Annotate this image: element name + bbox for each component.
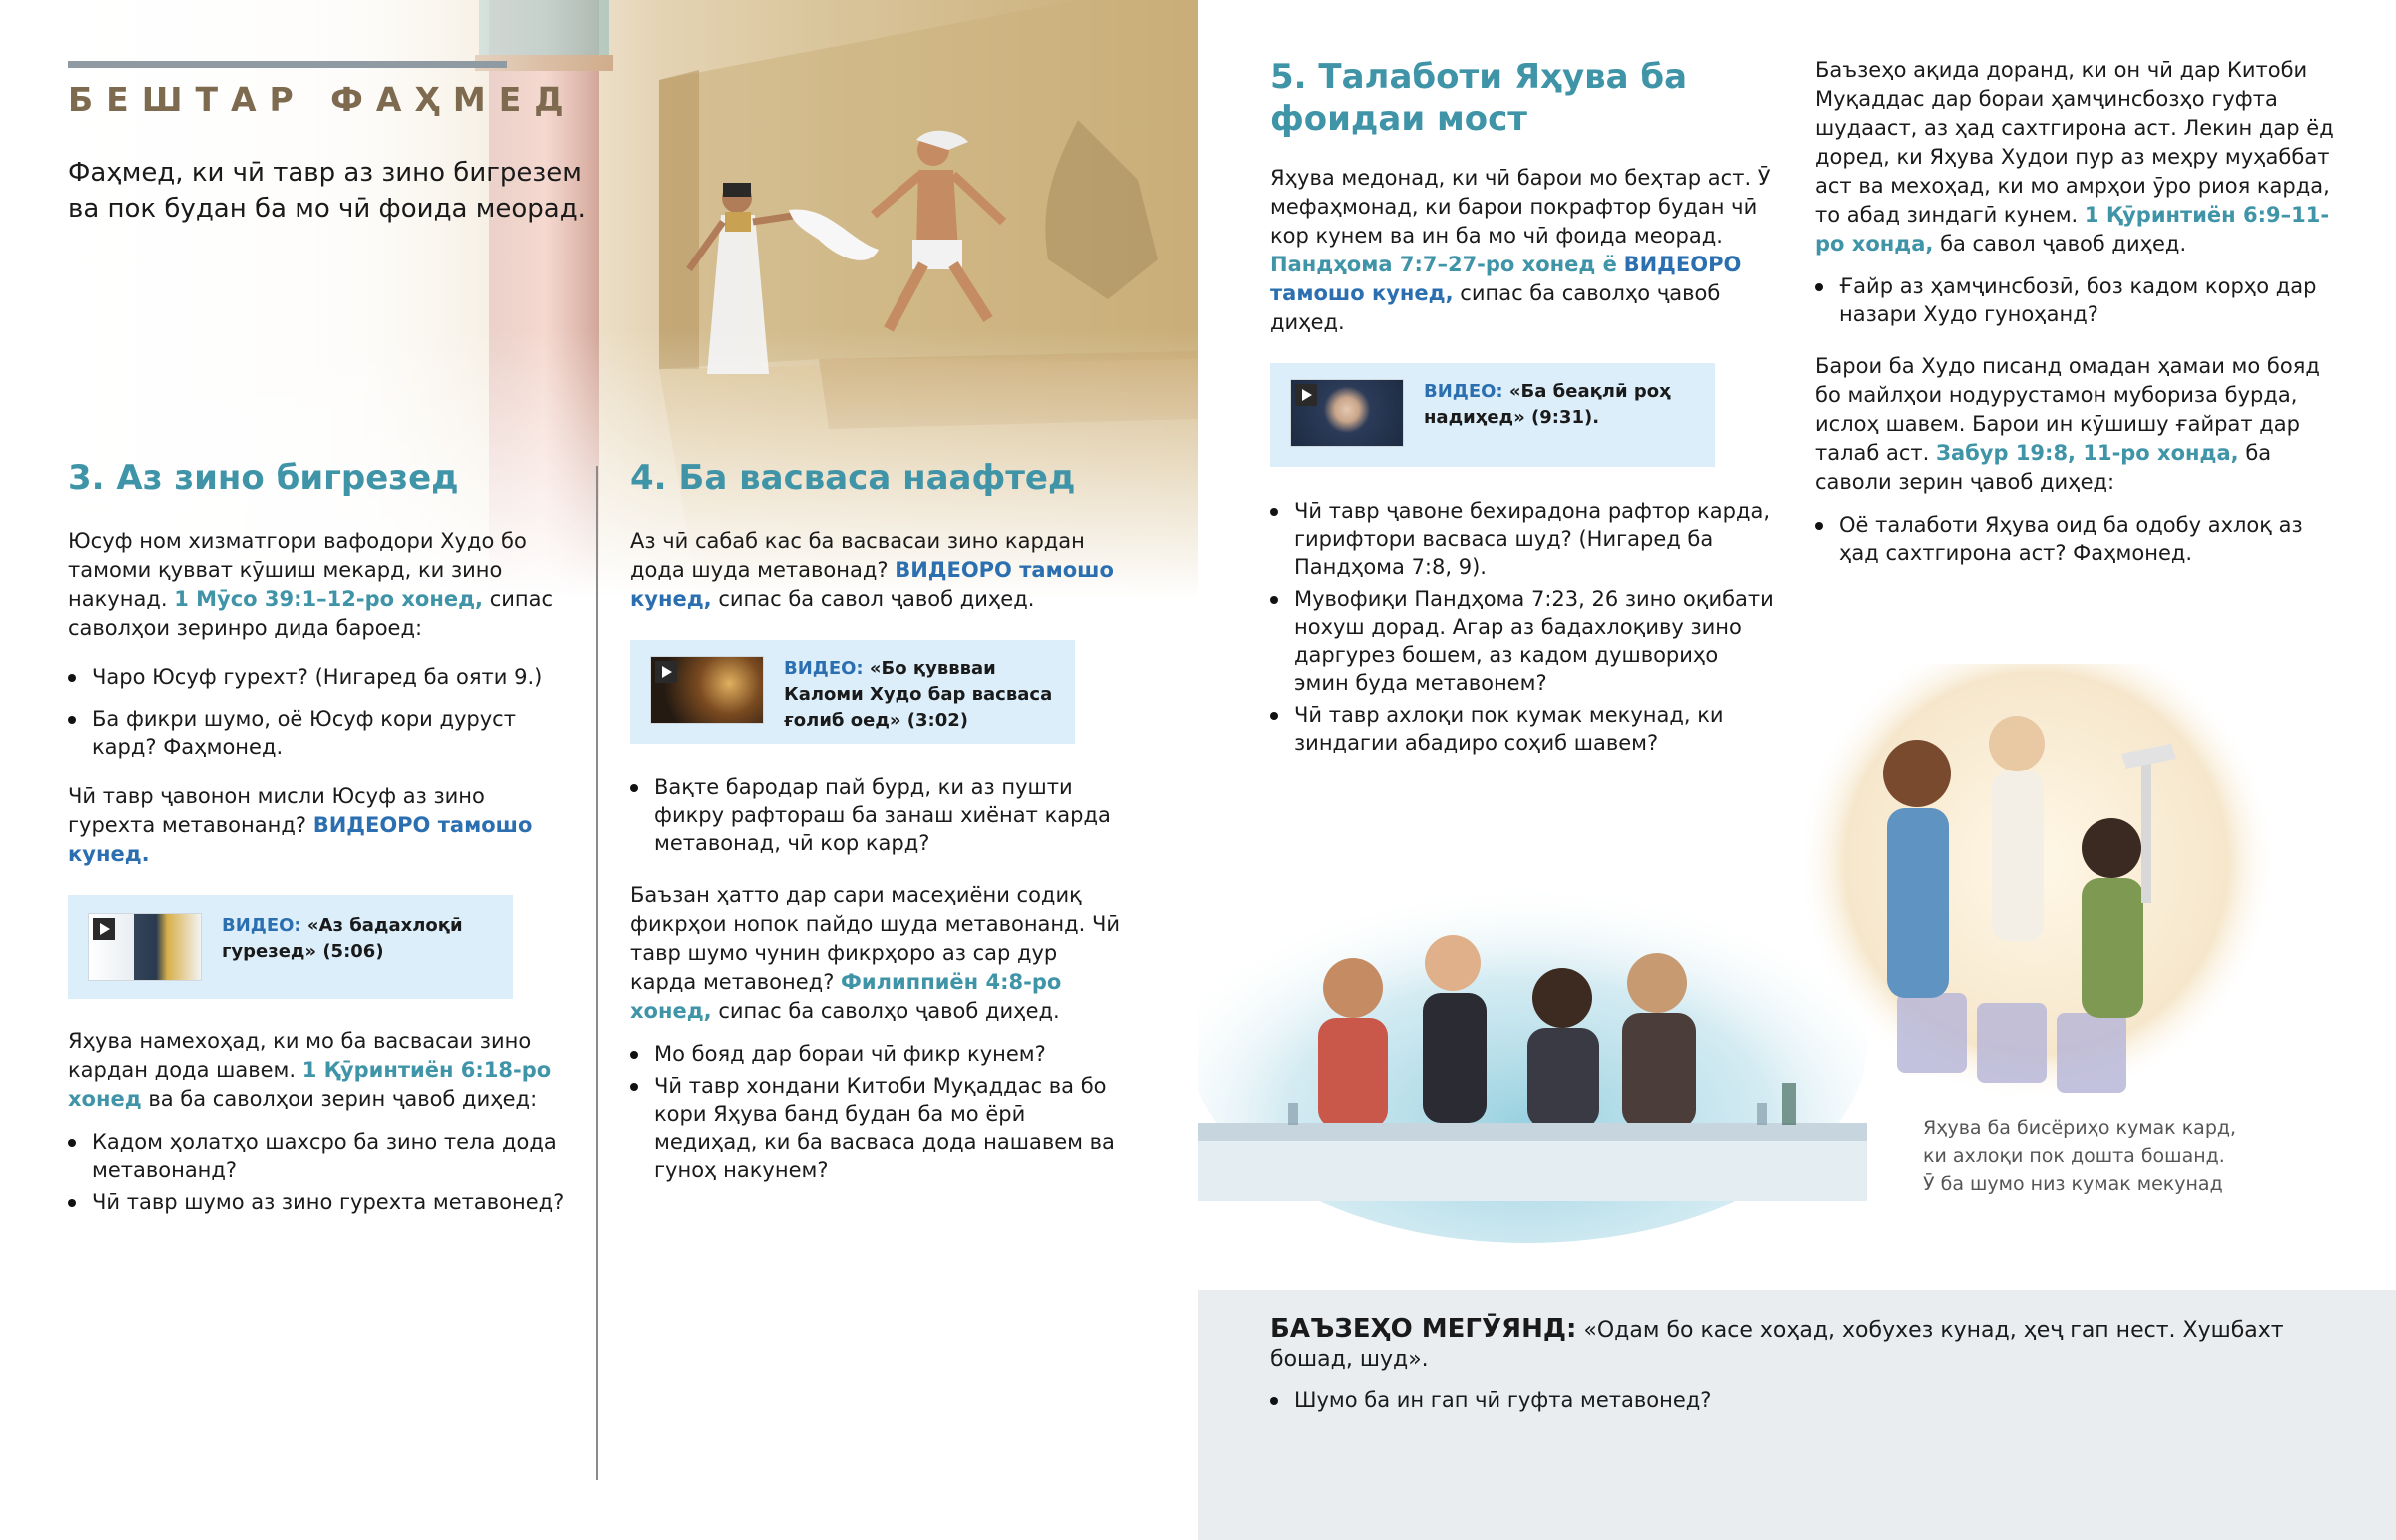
question-item: Чӣ тавр шумо аз зино гурехта метавонед?	[68, 1188, 577, 1216]
scripture-link-proverbs[interactable]: Пандҳома 7:7–27-ро хонед ё	[1270, 253, 1617, 276]
section-4	[630, 457, 1127, 1188]
video-text	[222, 913, 493, 965]
section-3-para-3-tail: ва ба саволҳои зерин ҷавоб диҳед:	[148, 1087, 538, 1111]
video-title: «Аз бадахлоқӣ гурезед» (5:06)	[222, 915, 463, 962]
watch-video-link[interactable]: ВИДЕОРО тамошо кунед,	[1270, 253, 1742, 305]
footer-label: БАЪЗЕҲО МЕГӮЯНД:	[1270, 1314, 1577, 1344]
section-5-para-2-tail: ба савол ҷавоб диҳед.	[1940, 232, 2187, 256]
section-4-questions-1	[630, 773, 1127, 857]
section-5-para-3-text: Барои ба Худо писанд омадан ҳамаи мо бояд бо майлҳои нодурустамон мубориза бурда, ислоҳ шавем. Барои ин кӯшишу ғайрат дар талаб аст.	[1815, 354, 2320, 465]
question-item: Чӣ тавр ҷавоне бехирадона рафтор карда, гирифтори васваса шуд? (Нигаред ба Пандҳома 7:8, 9).	[1270, 497, 1779, 581]
video-text	[784, 656, 1055, 734]
question-item: Ғайр аз ҳамҷинсбозӣ, боз кадом корҳо дар назари Худо гуноҳанд?	[1815, 272, 2334, 328]
question-item: Шумо ба ин гап чӣ гуфта метавонед?	[1270, 1386, 2368, 1414]
footer-quote: «Одам бо касе хоҳад, хобухез кунад, ҳеҷ гап нест. Хушбахт бошад, шуд».	[1270, 1318, 2284, 1372]
section-5-title: 5. Талаботи Яҳува ба фоидаи мост	[1270, 57, 1688, 139]
section-5-continued	[1815, 56, 2334, 581]
header-label: БЕШТАР ФАҲМЕД	[68, 80, 577, 119]
video-title: «Бо қуввваи Каломи Худо бар васваса ғолиб оед» (3:02)	[784, 658, 1053, 731]
section-3-title: 3. Аз зино бигрезед	[68, 458, 459, 498]
section-5-para-2	[1815, 56, 2334, 258]
section-5-para-1	[1270, 164, 1779, 337]
question-item: Кадом ҳолатҳо шахсро ба зино тела дода метавонанд?	[68, 1128, 577, 1184]
video-card[interactable]	[68, 895, 513, 999]
header-rule	[68, 61, 507, 68]
question-item: Оё талаботи Яҳува оид ба одобу ахлоқ аз ҳад сахтгирона аст? Фаҳмонед.	[1815, 511, 2334, 567]
play-icon[interactable]	[1295, 384, 1317, 406]
question-item: Чӣ тавр ахлоқи пок кумак мекунад, ки зиндагии абадиро соҳиб шавем?	[1270, 701, 1779, 757]
video-thumbnail[interactable]	[88, 913, 202, 981]
video-text	[1424, 379, 1695, 431]
scripture-link-genesis[interactable]: 1 Мӯсо 39:1–12-ро хонед,	[174, 587, 484, 611]
video-card[interactable]	[1270, 363, 1715, 467]
section-4-questions-2	[630, 1040, 1127, 1184]
video-title: «Ба беақлӣ роҳ надиҳед» (9:31).	[1424, 381, 1671, 428]
question-item: Ба фикри шумо, оё Юсуф кори дуруст кард? Фаҳмонед.	[68, 705, 577, 761]
section-5-para-1-text: Яҳува медонад, ки чӣ барои мо беҳтар аст. Ӯ мефаҳмонад, ки барои покрафтор будан чӣ кор кунем ва ин ба мо чӣ фоида меорад.	[1270, 166, 1771, 248]
section-5-questions-2	[1815, 272, 2334, 328]
section-5-para-1-tail: сипас ба саволҳо ҷавоб диҳед.	[1270, 281, 1721, 334]
video-card[interactable]	[630, 640, 1075, 744]
video-label: ВИДЕО:	[222, 915, 301, 936]
footer-quote-line	[1270, 1315, 2368, 1374]
section-5-para-3	[1815, 352, 2334, 497]
play-icon[interactable]	[655, 661, 677, 683]
footer-questions	[1270, 1386, 2368, 1414]
illustration-caption: Яҳува ба бисёриҳо кумак кард, ки ахлоқи пок дошта бошанд. Ӯ ба шумо низ кумак мекунад	[1923, 1117, 2237, 1195]
section-4-para-2-tail: сипас ба саволҳо ҷавоб диҳед.	[718, 999, 1060, 1023]
section-3	[68, 457, 577, 1220]
scripture-link-psalms[interactable]: Забур 19:8, 11-ро хонда,	[1936, 441, 2239, 465]
section-3-questions-1	[68, 663, 577, 761]
section-4-para-2	[630, 881, 1127, 1026]
section-4-para-1-text: Аз чӣ сабаб кас ба васвасаи зино кардан дода шуда метавонад?	[630, 529, 1085, 582]
question-item: Мувофиқи Пандҳома 7:23, 26 зино оқибати нохуш дорад. Агар аз бадахлоқиву зино даргурез бошем, аз кадом душвориҳо эмин буда метавонем?	[1270, 585, 1779, 697]
section-4-para-1	[630, 527, 1127, 614]
section-3-para-1-tail: сипас саволҳои зеринро дида бароед:	[68, 587, 554, 640]
section-5	[1270, 56, 1779, 761]
watch-video-link[interactable]: ВИДЕОРО тамошо кунед.	[68, 813, 533, 866]
section-3-para-3-text: Яҳува намехоҳад, ки мо ба васвасаи зино кардан дода шавем.	[68, 1029, 532, 1082]
scripture-link-philippians[interactable]: Филиппиён 4:8-ро хонед,	[630, 970, 1062, 1023]
question-item: Мо бояд дар бораи чӣ фикр кунем?	[630, 1040, 1127, 1068]
video-label: ВИДЕО:	[1424, 381, 1503, 402]
scripture-link-1cor-6-18[interactable]: 1 Қӯринтиён 6:18-ро хонед	[68, 1058, 552, 1111]
scripture-link-1cor-6-9[interactable]: 1 Қӯринтиён 6:9–11-ро хонда,	[1815, 203, 2330, 256]
footer-content	[1270, 1315, 2368, 1428]
section-4-para-2-text: Баъзан ҳатто дар сари масеҳиёни содиқ фикрҳои нопок пайдо шуда метавонанд. Чӣ тавр шумо чунин фикрҳоро аз сар дур карда метавонед?	[630, 883, 1121, 994]
section-5-questions-3	[1815, 511, 2334, 567]
section-3-questions-2	[68, 1128, 577, 1216]
question-item: Чӣ тавр хондани Китоби Муқаддас ва бо кори Яҳува банд будан ба мо ёрӣ медиҳад, ки ба васваса дода нашавем ва гуноҳ накунем?	[630, 1072, 1127, 1184]
column-divider	[596, 466, 598, 1480]
section-3-para-1	[68, 527, 577, 643]
video-label: ВИДЕО:	[784, 658, 864, 679]
section-5-para-3-tail: ба саволи зерин ҷавоб диҳед:	[1815, 441, 2272, 494]
section-3-para-1-text: Юсуф ном хизматгори вафодори Худо бо тамоми қувват кӯшиш мекард, ки зино накунад.	[68, 529, 527, 611]
section-3-para-3	[68, 1027, 577, 1114]
header-subtitle: Фаҳмед, ки чӣ тавр аз зино бигрезем ва пок будан ба мо чӣ фоида меорад.	[68, 158, 586, 224]
question-item: Вақте бародар пай бурд, ки аз пушти фикру рафтораш ба занаш хиёнат карда метавонад, чӣ кор кард?	[630, 773, 1127, 857]
section-5-para-2-text: Баъзеҳо ақида доранд, ки он чӣ дар Китоби Муқаддас дар бораи ҳамҷинсбозҳо гуфта шудааст, аз ҳад сахтгирона аст. Лекин дар ёд доред, ки Яҳува Худои пур аз меҳру муҳаббат аст ва мехоҳад, ки мо амрҳои ӯро риоя карда, то абад зиндагӣ кунем.	[1815, 58, 2334, 227]
play-icon[interactable]	[93, 918, 115, 940]
watch-video-link[interactable]: ВИДЕОРО тамошо кунед,	[630, 558, 1114, 611]
section-3-para-2-text: Чӣ тавр ҷавонон мисли Юсуф аз зино гурехта метавонанд?	[68, 784, 485, 837]
section-4-para-1-tail: сипас ба савол ҷавоб диҳед.	[718, 587, 1035, 611]
video-thumbnail[interactable]	[650, 656, 764, 724]
section-4-title: 4. Ба васваса наафтед	[630, 458, 1076, 498]
video-thumbnail[interactable]	[1290, 379, 1404, 447]
question-item: Чаро Юсуф гурехт? (Нигаред ба ояти 9.)	[68, 663, 577, 691]
section-3-para-2	[68, 782, 577, 869]
